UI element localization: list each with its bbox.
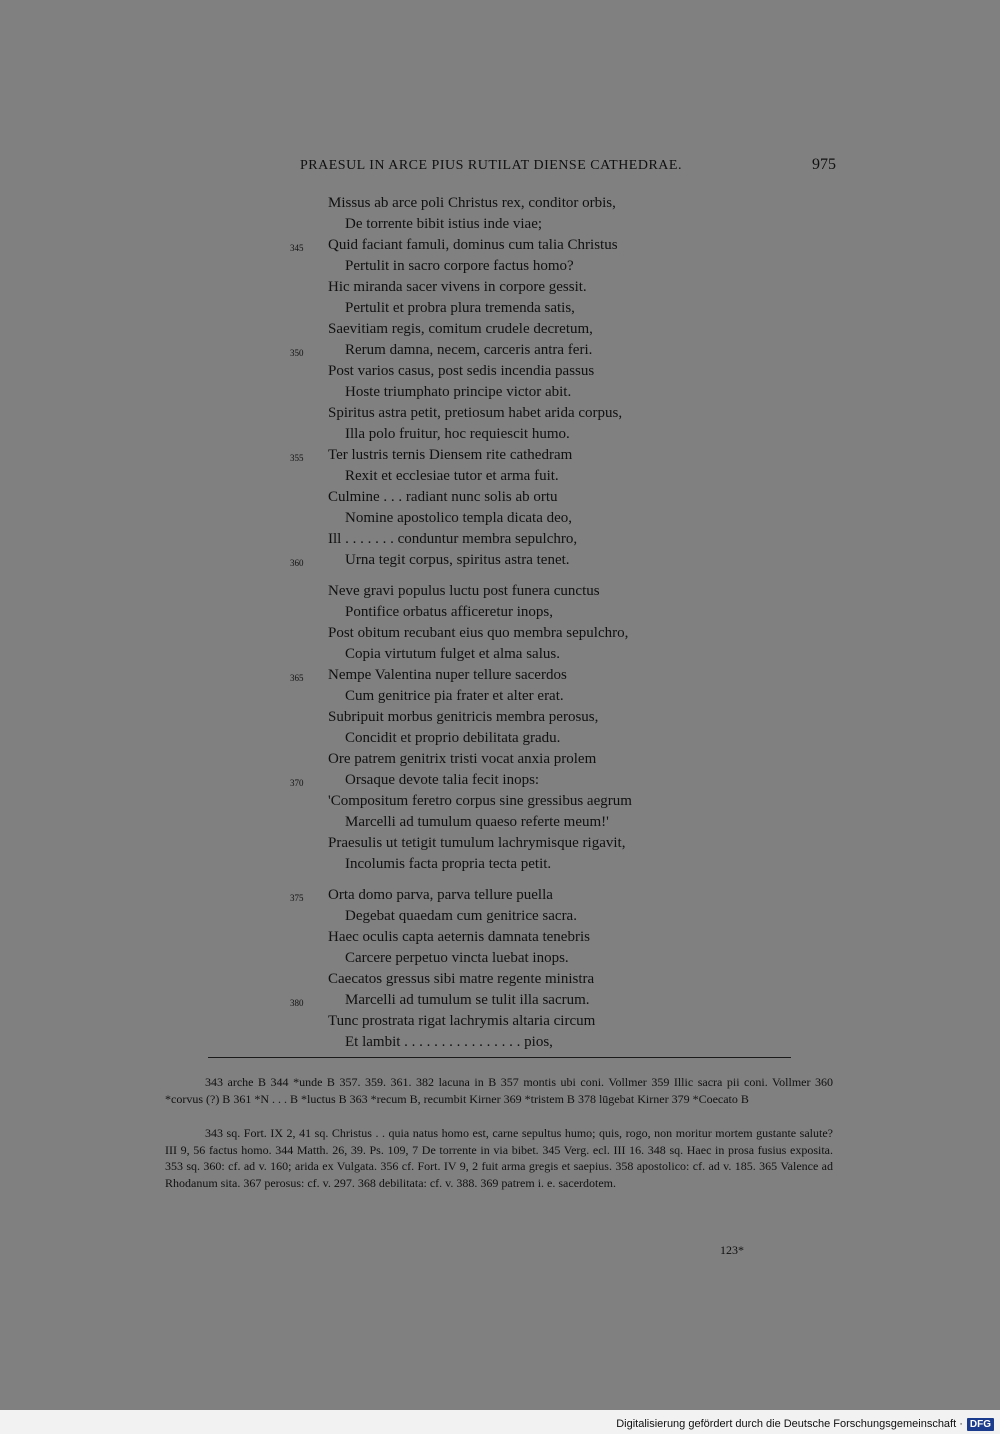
verse-line: Orta domo parva, parva tellure puella: [328, 887, 553, 903]
verse-line: Et lambit . . . . . . . . . . . . . . . . pios,: [345, 1034, 553, 1050]
critical-notes: 343 arche B 344 *unde B 357. 359. 361. 382 lacuna in B 357 montis ubi coni. Vollmer 359 Illic sacra pii coni. Vollmer 360 *corvus (?) B 361 *N . . . B *luctus B 363 *recum B, recumbit Kirner 369 *tristem B 378 lūgebat Kirner 379 *Coecato B: [165, 1075, 833, 1106]
verse-line: Pontifice orbatus afficeretur inops,: [345, 604, 553, 620]
commentary-notes: 343 sq. Fort. IX 2, 41 sq. Christus . . quia natus homo est, carne sepultus humo; quis, rogo, non moritur mortem gustante salute? III 9, 56 factus homo. 344 Matth. 26, 39. Ps. 109, 7 De torrente in via bibet. 345 Verg. ecl. III 16. 348 sq. Haec in prosa fusius exposita. 353 sq. 360: cf. ad v. 160; arida ex Vulgata. 356 cf. Fort. IV 9, 2 fuit arma gregis et saepius. 358 apostolico: cf. ad v. 185. 365 Valence ad Rhodanum sita. 367 perosus: cf. v. 297. 368 debilitata: cf. v. 388. 369 patrem i. e. sacerdotem.: [165, 1126, 833, 1190]
verse-line: Orsaque devote talia fecit inops:: [345, 772, 540, 788]
verse-line: Rexit et ecclesiae tutor et arma fuit.: [345, 468, 559, 484]
verse-line: Caecatos gressus sibi matre regente ministra: [328, 971, 595, 987]
line-number: 365: [290, 673, 304, 683]
verse-line: Nomine apostolico templa dicata deo,: [345, 510, 573, 526]
signature-mark: 123*: [720, 1243, 744, 1257]
verse-line: Incolumis facta propria tecta petit.: [345, 856, 552, 872]
verse-line: Marcelli ad tumulum se tulit illa sacrum.: [345, 992, 590, 1008]
verse-line: Hoste triumphato principe victor abit.: [345, 384, 572, 400]
footer-credit: Digitalisierung gefördert durch die Deutsche Forschungsgemeinschaft ·: [616, 1418, 963, 1430]
line-number: 380: [290, 998, 304, 1008]
verse-line: 'Compositum feretro corpus sine gressibus aegrum: [328, 793, 632, 809]
verse-line: Hic miranda sacer vivens in corpore gessit.: [328, 279, 587, 295]
verse-line: Culmine . . . radiant nunc solis ab ortu: [328, 489, 558, 505]
verse-line: Marcelli ad tumulum quaeso referte meum!': [345, 814, 609, 830]
verse-line: Missus ab arce poli Christus rex, conditor orbis,: [328, 195, 616, 211]
verse-line: Carcere perpetuo vincta luebat inops.: [345, 950, 569, 966]
verse-line: Pertulit in sacro corpore factus homo?: [345, 258, 574, 274]
critical-apparatus: [165, 1074, 833, 1191]
line-number: 360: [290, 558, 304, 568]
verse-line: Ore patrem genitrix tristi vocat anxia prolem: [328, 751, 597, 767]
line-number: 375: [290, 893, 304, 903]
verse-line: Urna tegit corpus, spiritus astra tenet.: [345, 552, 570, 568]
line-number: 355: [290, 453, 304, 463]
verse-line: Copia virtutum fulget et alma salus.: [345, 646, 560, 662]
running-head: PRAESUL IN ARCE PIUS RUTILAT DIENSE CATHEDRAE.: [300, 158, 682, 173]
verse-line: Spiritus astra petit, pretiosum habet arida corpus,: [328, 405, 623, 421]
verse-line: Saevitiam regis, comitum crudele decretum,: [328, 321, 593, 337]
verse-line: Neve gravi populus luctu post funera cunctus: [328, 583, 600, 599]
verse-line: Post obitum recubant eius quo membra sepulchro,: [328, 625, 629, 641]
verse-line: De torrente bibit istius inde viae;: [345, 216, 543, 232]
dfg-logo: DFG: [967, 1418, 994, 1431]
verse-line: Illa polo fruitur, hoc requiescit humo.: [345, 426, 570, 442]
verse-line: Cum genitrice pia frater et alter erat.: [345, 688, 564, 704]
verse-line: Quid faciant famuli, dominus cum talia Christus: [328, 237, 618, 253]
line-number: 370: [290, 778, 304, 788]
verse-line: Praesulis ut tetigit tumulum lachrymisque rigavit,: [328, 835, 626, 851]
page-number: 975: [812, 156, 836, 173]
verse-line: Nempe Valentina nuper tellure sacerdos: [328, 667, 567, 683]
verse-line: Tunc prostrata rigat lachrymis altaria circum: [328, 1013, 596, 1029]
verse-line: Post varios casus, post sedis incendia passus: [328, 363, 595, 379]
verse-line: Subripuit morbus genitricis membra perosus,: [328, 709, 599, 725]
verse-line: Ter lustris ternis Diensem rite cathedram: [328, 447, 573, 463]
line-number: 345: [290, 243, 304, 253]
line-number: 350: [290, 348, 304, 358]
verse-line: Concidit et proprio debilitata gradu.: [345, 730, 561, 746]
footnote-rule: [208, 1057, 791, 1058]
verse-line: Pertulit et probra plura tremenda satis,: [345, 300, 575, 316]
verse-line: Haec oculis capta aeternis damnata tenebris: [328, 929, 590, 945]
verse-line: Ill . . . . . . . conduntur membra sepulchro,: [328, 531, 578, 547]
verse-line: Degebat quaedam cum genitrice sacra.: [345, 908, 577, 924]
verse-line: Rerum damna, necem, carceris antra feri.: [345, 342, 593, 358]
digitization-footer: [616, 1416, 994, 1432]
